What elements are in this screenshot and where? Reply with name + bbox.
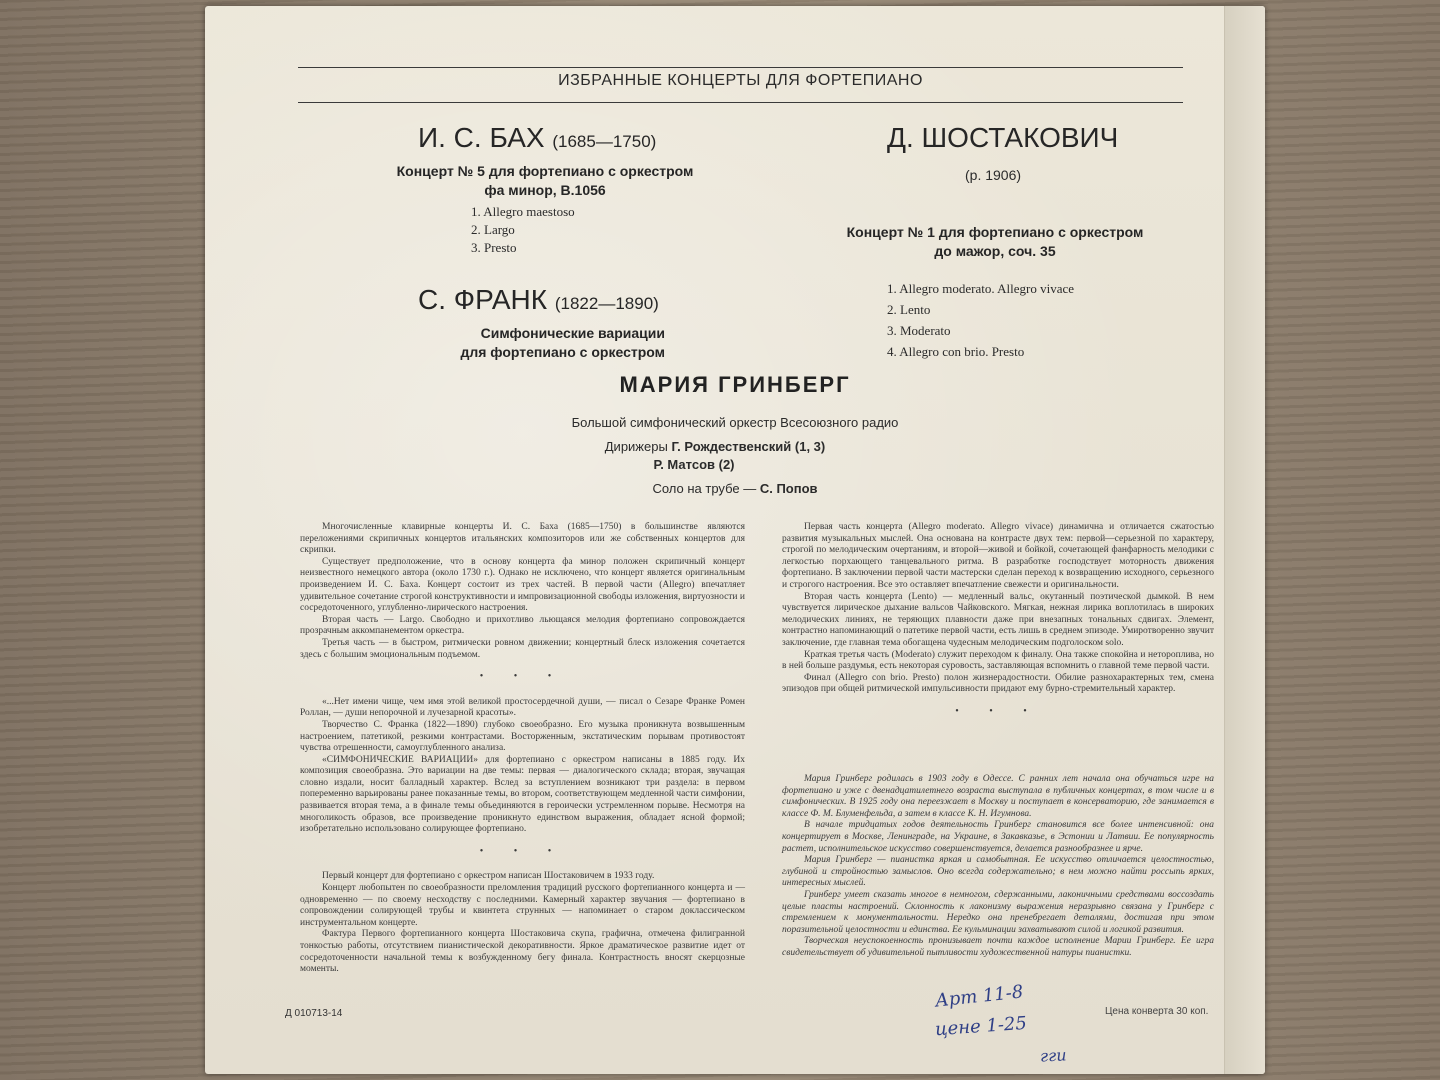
separator-dots: • • • [479,671,566,683]
composer-franck [418,284,659,316]
bach-movements [471,203,575,257]
composer-bach [418,122,656,154]
work-bach-line1: Концерт № 5 для фортепиано с оркестром [396,163,694,179]
notes-left-p6: Творчество С. Франка (1822—1890) глубоко своеобразно. Его музыка проникнута возвышенным настроением, патетикой, резкими контрастами. Восторженным, экстатическим порывам противостоят чувства отрешенности, самоуглубленного анализа. [300,719,745,754]
notes-left-p10: Фактура Первого фортепианного концерта Шостаковича скупа, графична, отмечена филигранной тонкостью работы, отсутствием пианистической декоративности. Яркое драматическое развитие идет от сосредоточенности начальной темы к возбужденному бегу финала. Контрастность вносят скерцозные моменты. [300,929,745,975]
notes-left-p4: Третья часть — в быстром, ритмически ровном движении; концертный блеск изложения сочетается здесь с большим эмоциональным подъемом. [300,637,745,660]
divider-bottom [298,102,1183,103]
work-franck [385,324,665,362]
bach-movement-2: 2. Largo [471,222,515,237]
shostakovich-movement-2: 2. Lento [887,302,931,317]
biography-p3: Мария Гринберг — пианистка яркая и самобытная. Ее искусство отличается целостностью, глубиной и стройностью замыслов. Оно всегда содержательно; в нем можно найти россыпь ярких, интересных мыслей. [782,855,1214,889]
shostakovich-movement-3: 3. Moderato [887,323,951,338]
composer-bach-years: (1685—1750) [552,132,657,151]
work-franck-line2: для фортепиано с оркестром [460,344,665,360]
separator-dots: • • • [955,705,1041,717]
work-shostakovich-line2: до мажор, соч. 35 [934,243,1056,259]
notes-left-p5: «...Нет имени чище, чем имя этой великой простосердечной души, — писал о Сезаре Франке Ромен Роллан, — души непорочной и лучезарной красоты». [300,696,745,719]
bach-movement-1: 1. Allegro maestoso [471,204,575,219]
separator-dots: • • • [479,845,566,857]
notes-right-column [782,522,1214,732]
notes-left-p9: Концерт любопытен по своеобразности преломления традиций русского фортепианного концерта и — одновременно — по своему несходству с последними. Камерный характер звучания — фортепиано в сопровождении солирующей трубы и квинтета струнных — напоминает о старом доклассическом инструментальном концерте. [300,883,745,928]
handwritten-note-3: гги [1039,1045,1067,1066]
composer-shostakovich-years: (р. 1906) [965,167,1022,183]
solo-name: С. Попов [759,481,818,496]
composer-franck-name: С. ФРАНК [418,284,548,315]
notes-left-p8: Первый концерт для фортепиано с оркестром написан Шостаковичем в 1933 году. [322,871,655,882]
biography-p4: Гринберг умеет сказать многое в немногом, сдержанными, лаконичными средствами воссоздать целые пласты настроений. Склонность к лаконизму выражения неразрывно связана у Гринберг с стремлением к монументальности. Нередко она пренебрегает деталями, достигая при этом поразительной целостности и единства. Ее кульминации захватывают силой и логикой развития. [782,889,1214,935]
biography-column [782,774,1214,960]
conductors-label: Дирижеры [604,439,668,454]
notes-left-p3: Вторая часть — Largo. Свободно и прихотливо льющаяся мелодия фортепиано сопровождается прозрачным аккомпанементом оркестра. [300,614,745,637]
notes-left-column [300,522,745,976]
solo-credit [205,481,1265,496]
shostakovich-movement-1: 1. Allegro moderato. Allegro vivace [887,281,1075,296]
notes-right-p4: Финал (Allegro con brio. Presto) полон жизнерадостности. Обилие разнохарактерных тем, смена эпизодов при общей ритмической импульсивности придают ему бурно-стремительный характер. [782,672,1214,695]
conductor-2-line [205,457,1265,472]
record-sleeve-back [205,6,1265,1074]
orchestra-credit: Большой симфонический оркестр Всесоюзного радио [571,415,899,430]
conductors-credit [205,439,1265,454]
biography-p2: В начале тридцатых годов деятельность Гринберг становится все более интенсивной: она концертирует в Москве, Ленинграде, на Украине, в Закавказье, в Эстонии и Латвии. Ее популярность растет, исполнительское искусство совершенствуется, делается разнообразнее и ярче. [782,820,1214,854]
shostakovich-movement-4: 4. Allegro con brio. Presto [887,344,1025,359]
notes-right-p1: Первая часть концерта (Allegro moderato. Allegro vivace) динамична и отличается сжатостью развития музыкальных мыслей. Она основана на контрасте двух тем: первой—серьезной по характеру, строгой по мелодическим очертаниям, и второй—живой и бойкой, сочетающей фанфарность мелодики с легкостью порхающего танцевального ритма. В разработке господствует моторность движения фортепиано. В заключении первой части мастерски сделан переход к возвращению исходного, серьезного и строгого настроения. Все это оставляет впечатление свежести и оригинальности. [782,522,1214,590]
conductor-2: Р. Матсов (2) [653,457,735,472]
sleeve-flap [1224,6,1265,1074]
composer-bach-name: И. С. БАХ [418,122,545,153]
work-bach [335,162,755,200]
conductor-1: Г. Рождественский (1, 3) [671,439,826,454]
notes-left-p7: «СИМФОНИЧЕСКИЕ ВАРИАЦИИ» для фортепиано с оркестром написаны в 1885 году. Их композиция своеобразна. Это вариации на две темы: первая — диалогического склада; вторая, звучащая словно издали, носит балладный характер. Вслед за вступлением возникают три раздела: в первом попеременно варьированы ранее показанные темы, во втором, соответствующем медленной части симфонии, развивается вторая тема, а в финале темы объединяются в героически устремленном порыве. Несмотря на многоликость образов, все произведение проникнуто единством выражения, обладает ясной формой; изобретательно использовано солирующее фортепиано. [300,754,745,835]
divider-top [298,67,1183,68]
notes-right-p3: Краткая третья часть (Moderato) служит переходом к финалу. Она также спокойна и неторопливa, но в ней больше раздумья, есть некоторая суровость, заставляющая вспомнить о главной теме первой части. [782,649,1214,672]
composer-shostakovich-name: Д. ШОСТАКОВИЧ [887,122,1119,153]
sleeve-price: Цена конверта 30 коп. [1105,1006,1209,1017]
work-franck-line1: Симфонические вариации [480,325,665,341]
notes-left-p1: Многочисленные клавирные концерты И. С. Баха (1685—1750) в большинстве являются переложениями скрипичных концертов итальянских композиторов или же собственных концертов для скрипки. [300,522,745,556]
composer-franck-years: (1822—1890) [554,294,659,313]
performer-name: МАРИЯ ГРИНБЕРГ [619,372,851,397]
notes-right-p2: Вторая часть концерта (Lento) — медленный вальс, окутанный поэтической дымкой. В нем чувствуется лирическое дыхание вальсов Чайковского. Мягкая, нежная лирика воплотилась в широких мелодических линиях, не теряющих плавности даже при внезапных тональных сдвигах. Элемент, контрастно напоминающий о патетике первой части, есть лишь в среднем эпизоде. Умиротворенно звучит заключение, где главная тема обогащена чудесным мелодическим подголоском solo. [782,591,1214,648]
catalog-number: Д 010713-14 [285,1008,343,1019]
work-bach-line2: фа минор, В.1056 [484,182,606,198]
shostakovich-movements [887,278,1074,362]
biography-p5: Творческая неуспокоенность пронизывает почти каждое исполнение Марии Гринберг. Ее игра свидетельствует об удивительной пытливости художественной натуры пианистки. [782,936,1214,958]
handwritten-note-2: цене 1-25 [934,1012,1028,1041]
work-shostakovich-line1: Концерт № 1 для фортепиано с оркестром [846,224,1144,240]
series-title: ИЗБРАННЫЕ КОНЦЕРТЫ ДЛЯ ФОРТЕПИАНО [558,72,923,89]
solo-label: Соло на трубе — [652,481,757,496]
work-shostakovich [795,223,1195,261]
notes-left-p2: Существует предположение, что в основу концерта фа минор положен скрипичный концерт неизвестного немецкого автора (около 1730 г.). Однако не исключено, что концерт является оригинальным произведением И. С. Баха. Концерт состоит из трех частей. В первой части (Allegro) впечатляет удивительное сочетание строгой конструктивности и импровизационной свободы изложения, виртуозности и сосредоточенного, углубленно-лирического настроения. [300,556,745,614]
handwritten-note-1: Арт 11-8 [934,981,1025,1012]
bach-movement-3: 3. Presto [471,240,517,255]
biography-p1: Мария Гринберг родилась в 1903 году в Одессе. С ранних лет начала она обучаться игре на фортепиано и уже с двенадцатилетнего возраста выступала в публичных концертах, в том числе и в симфонических. В 1925 году она переезжает в Москву и поступает в консерваторию, где занимается в классе Ф. М. Блуменфельда, а затем в классе К. Н. Игумнова. [782,774,1214,819]
